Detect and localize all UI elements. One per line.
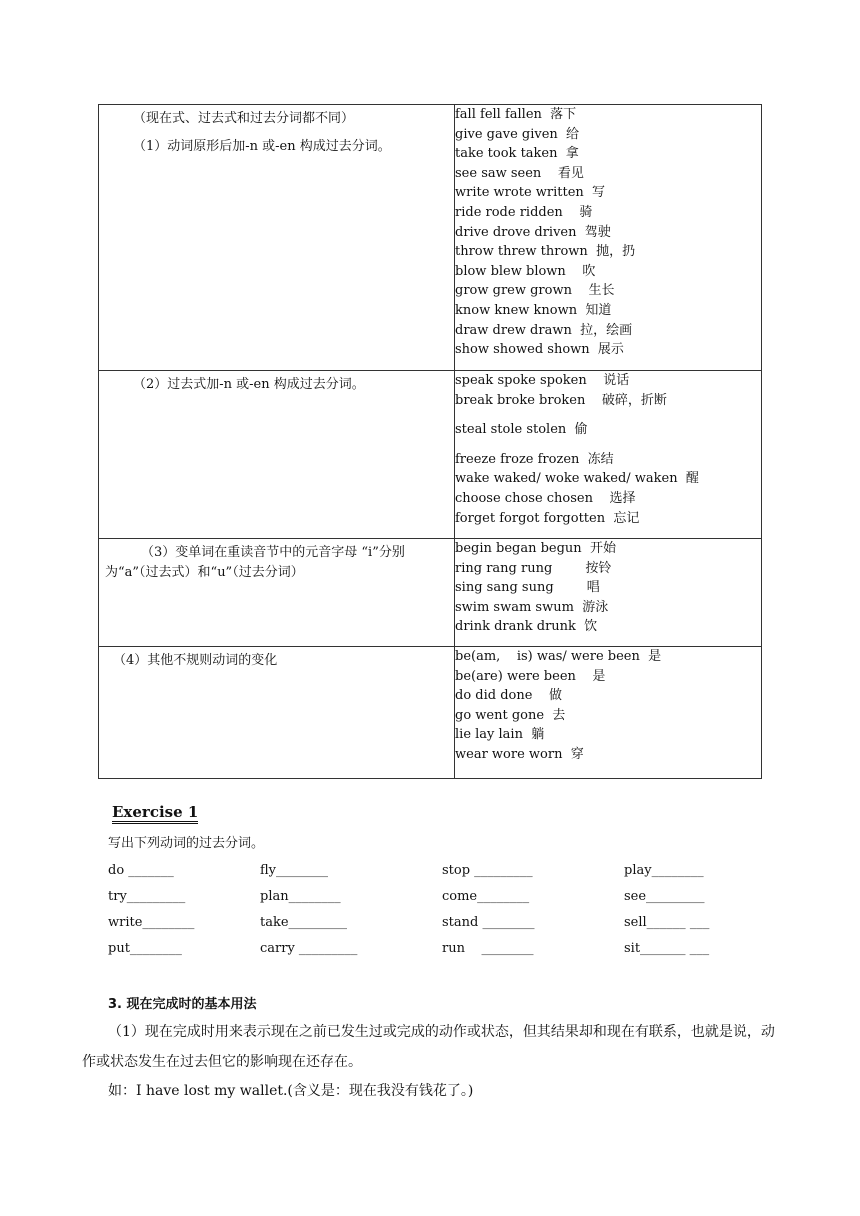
exercise-item: try_________ — [108, 889, 186, 904]
verb-entry: go went gone 去 — [455, 707, 566, 723]
verb-entry: freeze froze frozen 冻结 — [455, 451, 614, 467]
rule-cell — [99, 539, 455, 647]
rule-text: （1）动词原形后加-n 或-en 构成过去分词。 — [133, 139, 391, 154]
rule-text: （4）其他不规则动词的变化 — [113, 653, 278, 668]
exercise-item: play________ — [624, 863, 704, 878]
irregular-verb-table — [98, 104, 762, 779]
verb-entry: grow grew grown 生长 — [455, 283, 615, 299]
exercise-item: write________ — [108, 915, 195, 930]
rule-cell — [99, 371, 455, 539]
verb-entry: give gave given 给 — [455, 126, 580, 142]
verb-entry: choose chose chosen 选择 — [455, 490, 636, 506]
rule-cell — [99, 647, 455, 779]
verb-entry: blow blew blown 吹 — [455, 263, 596, 279]
rule-text: （2）过去式加-n 或-en 构成过去分词。 — [133, 377, 365, 392]
verb-entry: be(are) were been 是 — [455, 668, 606, 684]
verb-entry: wake waked/ woke waked/ waken 醒 — [455, 471, 699, 487]
verb-list-cell — [455, 105, 762, 371]
exercise-item: sell______ ___ — [624, 915, 710, 930]
verb-entry: speak spoke spoken 说话 — [455, 373, 630, 388]
table-row — [99, 647, 762, 779]
exercise-item: carry _________ — [260, 941, 358, 956]
verb-entry: fall fell fallen 落下 — [455, 107, 577, 122]
exercise-item: come________ — [442, 889, 530, 904]
rule-text: （3）变单词在重读音节中的元音字母 “i”分别为“a”（过去式）和“u”（过去分词） — [105, 545, 405, 580]
table-row — [99, 539, 762, 647]
table-row — [99, 105, 762, 371]
verb-entry: steal stole stolen 偷 — [455, 422, 588, 438]
verb-entry: draw drew drawn 拉，绘画 — [455, 322, 633, 338]
example-sentence: 如：I have lost my wallet.(含义是：现在我没有钱花了。) — [108, 1083, 474, 1099]
paragraph-text: （1）现在完成时用来表示现在之前已发生过或完成的动作或状态，但其结果却和现在有联系，也就是说，动作或状态发生在过去但它的影响现在还存在。 — [82, 1024, 775, 1070]
exercise-item: do _______ — [108, 863, 174, 878]
exercise-item: plan________ — [260, 889, 341, 904]
verb-list-cell — [455, 371, 762, 539]
rule-text: （现在式、过去式和过去分词都不同） — [133, 111, 355, 126]
verb-entry: sing sang sung 唱 — [455, 580, 600, 596]
verb-entry: know knew known 知道 — [455, 302, 612, 318]
section-heading: 3. 现在完成时的基本用法 — [108, 997, 257, 1012]
verb-list-cell — [455, 539, 762, 647]
exercise-item: see_________ — [624, 889, 705, 904]
exercise-instruction: 写出下列动词的过去分词。 — [108, 836, 265, 851]
verb-entry: wear wore worn 穿 — [455, 746, 584, 762]
verb-entry: ride rode ridden 骑 — [455, 204, 593, 220]
exercise-title: Exercise 1 — [112, 804, 198, 824]
exercise-item: sit_______ ___ — [624, 941, 710, 956]
verb-entry: do did done 做 — [455, 688, 562, 704]
exercise-item: stop _________ — [442, 863, 533, 878]
exercise-item: take_________ — [260, 915, 348, 930]
table-row — [99, 371, 762, 539]
verb-entry: throw threw thrown 抛，扔 — [455, 244, 636, 260]
exercise-item: run ________ — [442, 941, 534, 956]
verb-entry: write wrote written 写 — [455, 185, 606, 201]
rule-cell — [99, 105, 455, 371]
verb-entry: break broke broken 破碎，折断 — [455, 392, 667, 408]
verb-entry: drive drove driven 驾驶 — [455, 224, 611, 240]
verb-entry: be(am, is) was/ were been 是 — [455, 649, 662, 664]
verb-entry: show showed shown 展示 — [455, 342, 624, 358]
verb-entry: begin began begun 开始 — [455, 541, 616, 556]
verb-entry: ring rang rung 按铃 — [455, 560, 612, 576]
verb-entry: drink drank drunk 饮 — [455, 619, 598, 635]
verb-list-cell — [455, 647, 762, 779]
verb-entry: swim swam swum 游泳 — [455, 599, 609, 615]
exercise-item: stand ________ — [442, 915, 535, 930]
verb-entry: lie lay lain 躺 — [455, 727, 545, 743]
verb-entry: forget forgot forgotten 忘记 — [455, 510, 640, 526]
verb-entry: take took taken 拿 — [455, 146, 579, 162]
exercise-item: fly________ — [260, 863, 329, 878]
usage-paragraph — [82, 1017, 786, 1077]
exercise-item: put________ — [108, 941, 182, 956]
verb-entry: see saw seen 看见 — [455, 165, 584, 181]
